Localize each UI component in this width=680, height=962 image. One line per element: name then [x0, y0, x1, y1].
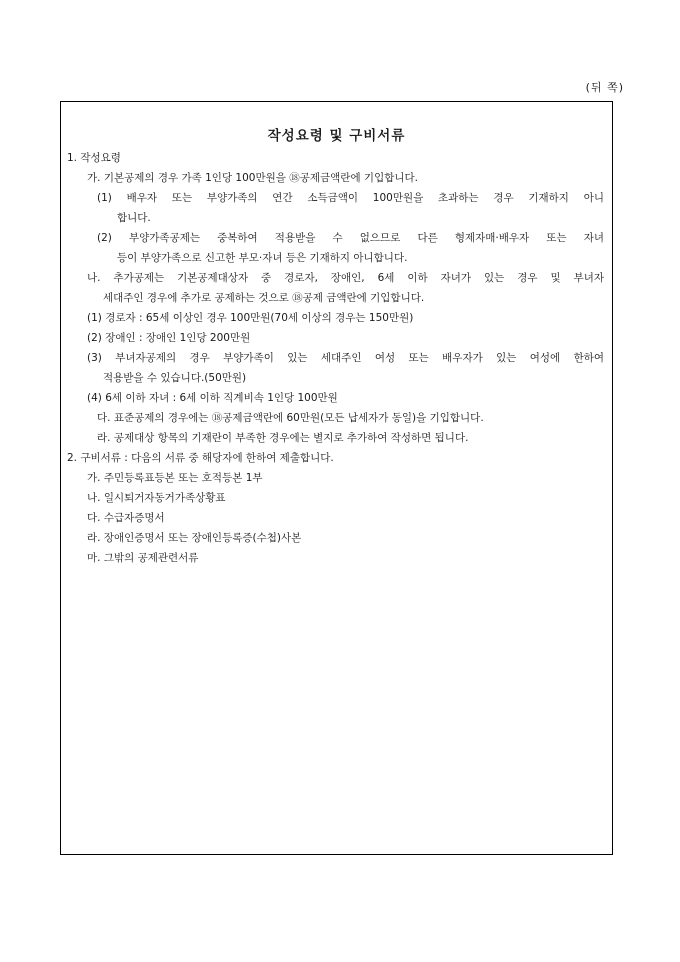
document-item: 마. 그밖의 공제관련서류 — [87, 552, 199, 564]
page-title: 작성요령 및 구비서류 — [267, 128, 406, 144]
item-ga-2-line2: 등이 부양가족으로 신고한 부모·자녀 등은 기재하지 아니합니다. — [117, 252, 408, 264]
item-na-2: (2) 장애인 : 장애인 1인당 200만원 — [87, 332, 251, 344]
item-na-1: (1) 경로자 : 65세 이상인 경우 100만원(70세 이상의 경우는 150만원) — [87, 312, 414, 324]
item-da: 다. 표준공제의 경우에는 ⑱공제금액란에 60만원(모든 납세자가 동일)을 기입합니다. — [97, 412, 484, 424]
document-item: 다. 수급자증명서 — [87, 512, 165, 524]
document-item: 나. 일시퇴거자동거가족상황표 — [87, 492, 226, 504]
document-item: 라. 장애인증명서 또는 장애인등록증(수첩)사본 — [87, 532, 302, 544]
item-ga-2-line1: (2) 부양가족공제는 중복하여 적용받을 수 없으므로 다른 형제자매·배우자 또는 자녀 — [97, 232, 604, 244]
item-na-3-line2: 적용받을 수 있습니다.(50만원) — [103, 372, 247, 384]
item-ra: 라. 공제대상 항목의 기재란이 부족한 경우에는 별지로 추가하여 작성하면 됩니다. — [97, 432, 469, 444]
section-2-heading: 2. 구비서류 : 다음의 서류 중 해당자에 한하여 제출합니다. — [67, 452, 334, 464]
page-side-label: (뒤 쪽) — [585, 81, 624, 94]
item-na-3-line1: (3) 부녀자공제의 경우 부양가족이 있는 세대주인 여성 또는 배우자가 있는 여성에 한하여 — [87, 352, 604, 364]
item-na-line2: 세대주인 경우에 추가로 공제하는 것으로 ⑱공제 금액란에 기입합니다. — [103, 292, 425, 304]
document-item: 가. 주민등록표등본 또는 호적등본 1부 — [87, 472, 263, 484]
item-ga: 가. 기본공제의 경우 가족 1인당 100만원을 ⑱공제금액란에 기입합니다. — [87, 172, 418, 184]
instructions-box — [60, 101, 613, 855]
item-na-4: (4) 6세 이하 자녀 : 6세 이하 직계비속 1인당 100만원 — [87, 392, 338, 404]
instructions-content — [67, 148, 604, 568]
section-1-heading: 1. 작성요령 — [67, 152, 121, 164]
item-ga-1-line1: (1) 배우자 또는 부양가족의 연간 소득금액이 100만원을 초과하는 경우 기재하지 아니 — [97, 192, 604, 204]
item-ga-1-line2: 합니다. — [117, 212, 151, 224]
item-na-line1: 나. 추가공제는 기본공제대상자 중 경로자, 장애인, 6세 이하 자녀가 있는 경우 및 부녀자 — [87, 272, 604, 284]
